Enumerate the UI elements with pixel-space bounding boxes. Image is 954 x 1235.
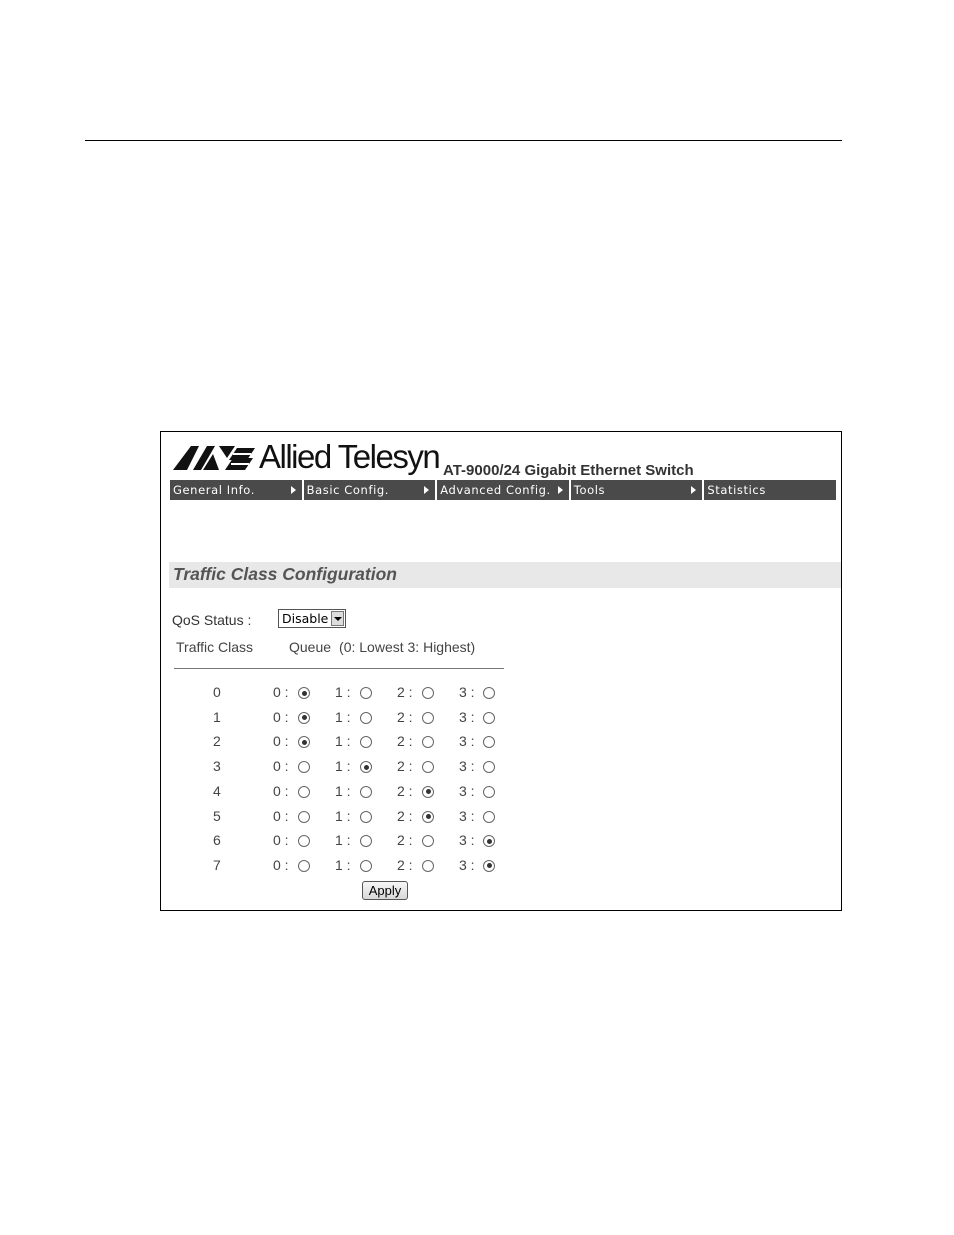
- traffic-class-number: 2: [213, 733, 221, 750]
- queue-option-label: 2 :: [397, 758, 413, 775]
- table-row: [161, 758, 561, 782]
- queue-radio-3[interactable]: [483, 860, 495, 872]
- queue-option-label: 0 :: [273, 733, 289, 750]
- queue-radio-1[interactable]: [360, 786, 372, 798]
- queue-option-label: 0 :: [273, 782, 289, 799]
- queue-option-label: 1 :: [335, 733, 351, 750]
- submenu-arrow-icon: [558, 486, 563, 494]
- brand-name: Allied Telesyn: [259, 438, 440, 475]
- nav-general-info[interactable]: [170, 480, 302, 500]
- traffic-class-number: 7: [213, 856, 221, 873]
- nav-label: Statistics: [707, 483, 766, 497]
- queue-option-label: 2 :: [397, 856, 413, 873]
- queue-option-label: 3 :: [459, 832, 475, 849]
- queue-option-label: 1 :: [335, 782, 351, 799]
- table-row: [161, 709, 561, 733]
- apply-button[interactable]: Apply: [362, 881, 408, 900]
- queue-radio-1[interactable]: [360, 712, 372, 724]
- queue-radio-2[interactable]: [422, 786, 434, 798]
- nav-label: General Info.: [173, 483, 255, 497]
- queue-option-label: 2 :: [397, 807, 413, 824]
- table-header-divider: [174, 668, 504, 669]
- table-row: [161, 832, 561, 856]
- qos-status-select[interactable]: [278, 609, 346, 628]
- queue-option-label: 2 :: [397, 782, 413, 799]
- page-title: Traffic Class Configuration: [173, 564, 397, 584]
- product-name: AT-9000/24 Gigabit Ethernet Switch: [443, 462, 694, 479]
- traffic-class-number: 4: [213, 782, 221, 799]
- table-row: [161, 857, 561, 881]
- queue-option-label: 3 :: [459, 758, 475, 775]
- nav-tools[interactable]: [571, 480, 703, 500]
- nav-label: Basic Config.: [306, 483, 390, 497]
- queue-radio-2[interactable]: [422, 761, 434, 773]
- queue-radio-0[interactable]: [298, 687, 310, 699]
- submenu-arrow-icon: [691, 486, 696, 494]
- switch-web-ui-frame: [160, 431, 842, 911]
- queue-radio-3[interactable]: [483, 712, 495, 724]
- queue-option-label: 0 :: [273, 832, 289, 849]
- queue-option-label: 2 :: [397, 708, 413, 725]
- header: [173, 440, 833, 480]
- nav-basic-config[interactable]: [304, 480, 436, 500]
- queue-option-label: 3 :: [459, 782, 475, 799]
- chevron-down-icon[interactable]: [331, 611, 344, 626]
- queue-option-label: 0 :: [273, 856, 289, 873]
- table-row: [161, 684, 561, 708]
- page-title-bar: [169, 562, 841, 588]
- queue-option-label: 1 :: [335, 684, 351, 700]
- queue-radio-0[interactable]: [298, 811, 310, 823]
- traffic-class-header: Traffic Class: [176, 639, 254, 655]
- queue-option-label: 0 :: [273, 758, 289, 775]
- queue-radio-1[interactable]: [360, 835, 372, 847]
- queue-radio-1[interactable]: [360, 687, 372, 699]
- queue-option-label: 1 :: [335, 807, 351, 824]
- table-row: [161, 733, 561, 757]
- queue-radio-3[interactable]: [483, 786, 495, 798]
- nav-label: Advanced Config.: [440, 483, 551, 497]
- queue-radio-0[interactable]: [298, 712, 310, 724]
- queue-option-label: 3 :: [459, 807, 475, 824]
- queue-radio-2[interactable]: [422, 811, 434, 823]
- qos-status-value: Disable: [282, 611, 329, 626]
- queue-radio-2[interactable]: [422, 835, 434, 847]
- queue-header: [289, 639, 483, 655]
- queue-radio-1[interactable]: [360, 811, 372, 823]
- queue-option-label: 0 :: [273, 684, 289, 700]
- queue-radio-0[interactable]: [298, 835, 310, 847]
- queue-radio-3[interactable]: [483, 736, 495, 748]
- traffic-class-number: 5: [213, 807, 221, 824]
- queue-option-label: 1 :: [335, 856, 351, 873]
- queue-option-label: 0 :: [273, 807, 289, 824]
- queue-radio-1[interactable]: [360, 761, 372, 773]
- traffic-class-number: 3: [213, 758, 221, 775]
- queue-option-label: 3 :: [459, 684, 475, 700]
- queue-option-label: 1 :: [335, 832, 351, 849]
- queue-option-label: 2 :: [397, 684, 413, 700]
- queue-radio-0[interactable]: [298, 860, 310, 872]
- queue-radio-3[interactable]: [483, 811, 495, 823]
- nav-advanced-config[interactable]: [437, 480, 569, 500]
- queue-option-label: 0 :: [273, 708, 289, 725]
- queue-radio-2[interactable]: [422, 736, 434, 748]
- table-row: [161, 808, 561, 832]
- queue-radio-2[interactable]: [422, 860, 434, 872]
- queue-option-label: 2 :: [397, 832, 413, 849]
- queue-header-label: Queue: [289, 639, 332, 655]
- queue-radio-0[interactable]: [298, 736, 310, 748]
- submenu-arrow-icon: [291, 486, 296, 494]
- queue-option-label: 2 :: [397, 733, 413, 750]
- queue-option-label: 3 :: [459, 733, 475, 750]
- queue-option-label: 1 :: [335, 708, 351, 725]
- submenu-arrow-icon: [424, 486, 429, 494]
- queue-radio-3[interactable]: [483, 687, 495, 699]
- queue-radio-0[interactable]: [298, 761, 310, 773]
- traffic-class-number: 1: [213, 708, 221, 725]
- traffic-class-number: 0: [213, 684, 221, 700]
- main-nav: [170, 480, 836, 500]
- queue-radio-2[interactable]: [422, 712, 434, 724]
- queue-radio-2[interactable]: [422, 687, 434, 699]
- queue-option-label: 3 :: [459, 708, 475, 725]
- queue-radio-3[interactable]: [483, 835, 495, 847]
- queue-radio-1[interactable]: [360, 736, 372, 748]
- queue-option-label: 1 :: [335, 758, 351, 775]
- traffic-class-number: 6: [213, 832, 221, 849]
- table-row: [161, 783, 561, 807]
- queue-radio-0[interactable]: [298, 786, 310, 798]
- allied-telesyn-logo-icon: [173, 444, 255, 470]
- qos-status-label: QoS Status :: [172, 612, 252, 628]
- nav-label: Tools: [573, 483, 606, 497]
- nav-statistics[interactable]: [704, 480, 836, 500]
- queue-radio-3[interactable]: [483, 761, 495, 773]
- queue-option-label: 3 :: [459, 856, 475, 873]
- queue-header-note: (0: Lowest 3: Highest): [339, 639, 476, 655]
- page-top-rule: [85, 140, 842, 141]
- queue-radio-1[interactable]: [360, 860, 372, 872]
